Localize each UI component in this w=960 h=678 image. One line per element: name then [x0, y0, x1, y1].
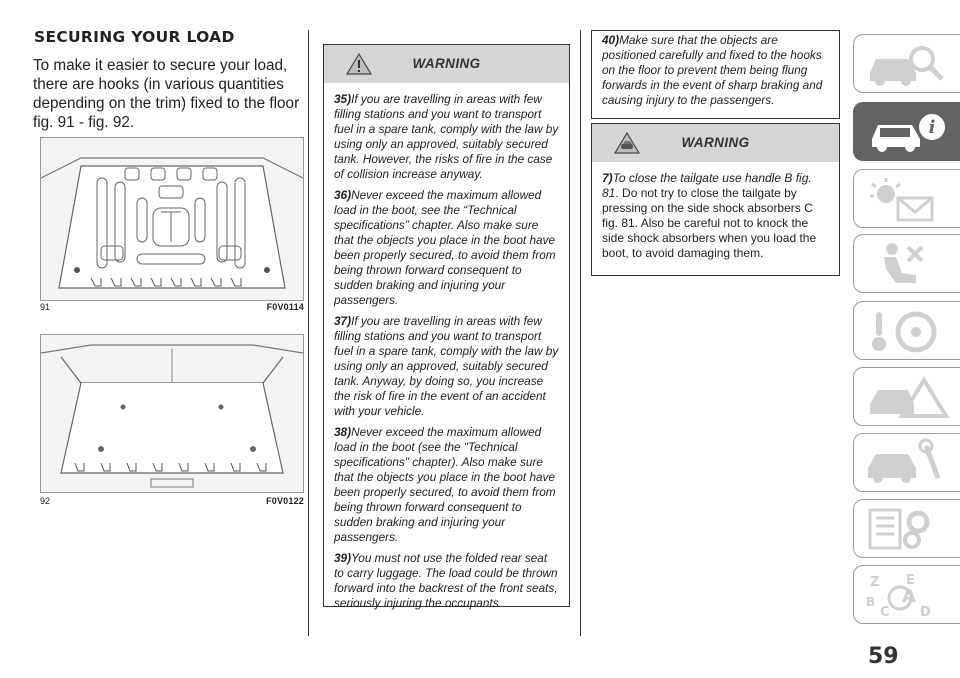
- intro-paragraph: To make it easier to secure your load, there are hooks (in various quantities depending on the trim) fixed to the floor fig. 91 - fig. 92.: [33, 57, 300, 131]
- warning-item: [602, 171, 829, 261]
- side-tab-warning-lights[interactable]: [853, 169, 960, 228]
- car-warning-triangle-icon: [862, 372, 952, 422]
- svg-text:C: C: [880, 605, 890, 620]
- item-number: 40): [602, 33, 620, 47]
- warning-body: [592, 31, 839, 122]
- figure-92-image: [40, 334, 304, 493]
- warning-header: [592, 124, 839, 162]
- specifications-gears-icon: [862, 504, 952, 554]
- svg-text:B: B: [866, 595, 876, 609]
- alphabetical-index-icon: [862, 570, 952, 620]
- warning-item: [334, 551, 559, 611]
- car-wrench-icon: [862, 438, 952, 488]
- figure-91-caption: [40, 302, 304, 312]
- item-number: 35): [334, 92, 352, 106]
- figure-number: 91: [40, 302, 51, 312]
- warning-box-continued: [591, 30, 840, 119]
- warning-item: [334, 425, 559, 545]
- item-text: Make sure that the objects are positioned carefully and fixed to the hooks on the floor to prevent them being flung forwards in the event of sharp braking and causing injury to the passengers.: [602, 33, 823, 107]
- warning-title: WARNING: [681, 135, 750, 150]
- item-number: 39): [334, 551, 352, 565]
- figure-92-caption: [40, 496, 304, 506]
- item-number: 37): [334, 314, 352, 328]
- svg-text:Z: Z: [870, 575, 880, 590]
- side-tab-safety[interactable]: [853, 234, 960, 293]
- warning-body: [592, 162, 839, 275]
- svg-text:E: E: [906, 573, 915, 588]
- figure-number: 92: [40, 496, 51, 506]
- side-tab-getting-to-know[interactable]: [853, 34, 960, 93]
- side-tab-index[interactable]: [853, 565, 960, 624]
- warning-body: [324, 83, 569, 625]
- svg-text:i: i: [928, 117, 936, 138]
- car-search-icon: [862, 39, 952, 89]
- figure-91-image: [40, 137, 304, 301]
- side-tab-starting-driving[interactable]: [853, 301, 960, 360]
- item-number: 36): [334, 188, 352, 202]
- warning-item: [334, 314, 559, 419]
- column-divider: [308, 30, 309, 636]
- warning-box: [591, 123, 840, 276]
- figure-code: F0V0122: [266, 496, 304, 506]
- warning-light-message-icon: [862, 174, 952, 224]
- item-text: . Do not try to close the tailgate by pressing on the side shock absorbers C fig. 81. Also be careful not to knock the side shock absorbers when you load the boot, to avoid damaging them.: [602, 186, 817, 260]
- item-text: Never exceed the maximum allowed load in the boot, see the “Technical specifications” chapter. Also make sure that the objects you place in the boot have been properly secured, to avoid them from being thrown forward consequent to sudden braking and injuring your passengers.: [334, 188, 556, 307]
- figure-code: F0V0114: [266, 302, 304, 312]
- section-heading: SECURING YOUR LOAD: [34, 28, 235, 46]
- side-tab-car-info[interactable]: [853, 102, 960, 161]
- svg-text:A: A: [902, 586, 916, 607]
- item-text: You must not use the folded rear seat to carry luggage. The load could be thrown forward into the backrest of the front seats, seriously injuring the occupants.: [334, 551, 558, 610]
- car-info-icon: [862, 107, 952, 157]
- warning-header: [324, 45, 569, 83]
- side-tab-technical-specs[interactable]: [853, 499, 960, 558]
- key-steering-wheel-icon: [862, 306, 952, 356]
- warning-item: [602, 33, 829, 108]
- side-tab-maintenance[interactable]: [853, 433, 960, 492]
- item-text: Never exceed the maximum allowed load in the boot (see the "Technical specifications" chapter). Also make sure that the objects you place in the boot have been properly secured, to avoid them from being thrown forward consequent to sudden braking and injuring your passengers.: [334, 425, 556, 544]
- warning-box: [323, 44, 570, 610]
- side-tab-in-an-emergency[interactable]: [853, 367, 960, 426]
- item-text: If you are travelling in areas with few filling stations and you want to transport fuel in a spare tank, comply with the law by using only an approved, suitably secured tank. Anyway, by doing so, you increase the risk of fire in the event of an accident with your vehicle.: [334, 314, 559, 418]
- column-divider: [580, 30, 581, 636]
- warning-item: [334, 188, 559, 308]
- item-italic-text: To close the tailgate use handle B fig. 81: [602, 171, 812, 200]
- item-number: 38): [334, 425, 352, 439]
- seat-airbag-icon: [862, 239, 952, 289]
- page-number: 59: [868, 644, 899, 669]
- item-text: If you are travelling in areas with few filling stations and you want to transport fuel in a spare tank, comply with the law by using only an approved, suitably secured tank. However, the risks of fire in the case of collision increase anyway.: [334, 92, 559, 181]
- item-number: 7): [602, 171, 613, 185]
- warning-title: WARNING: [412, 56, 481, 71]
- warning-item: [334, 92, 559, 182]
- svg-text:D: D: [920, 605, 931, 620]
